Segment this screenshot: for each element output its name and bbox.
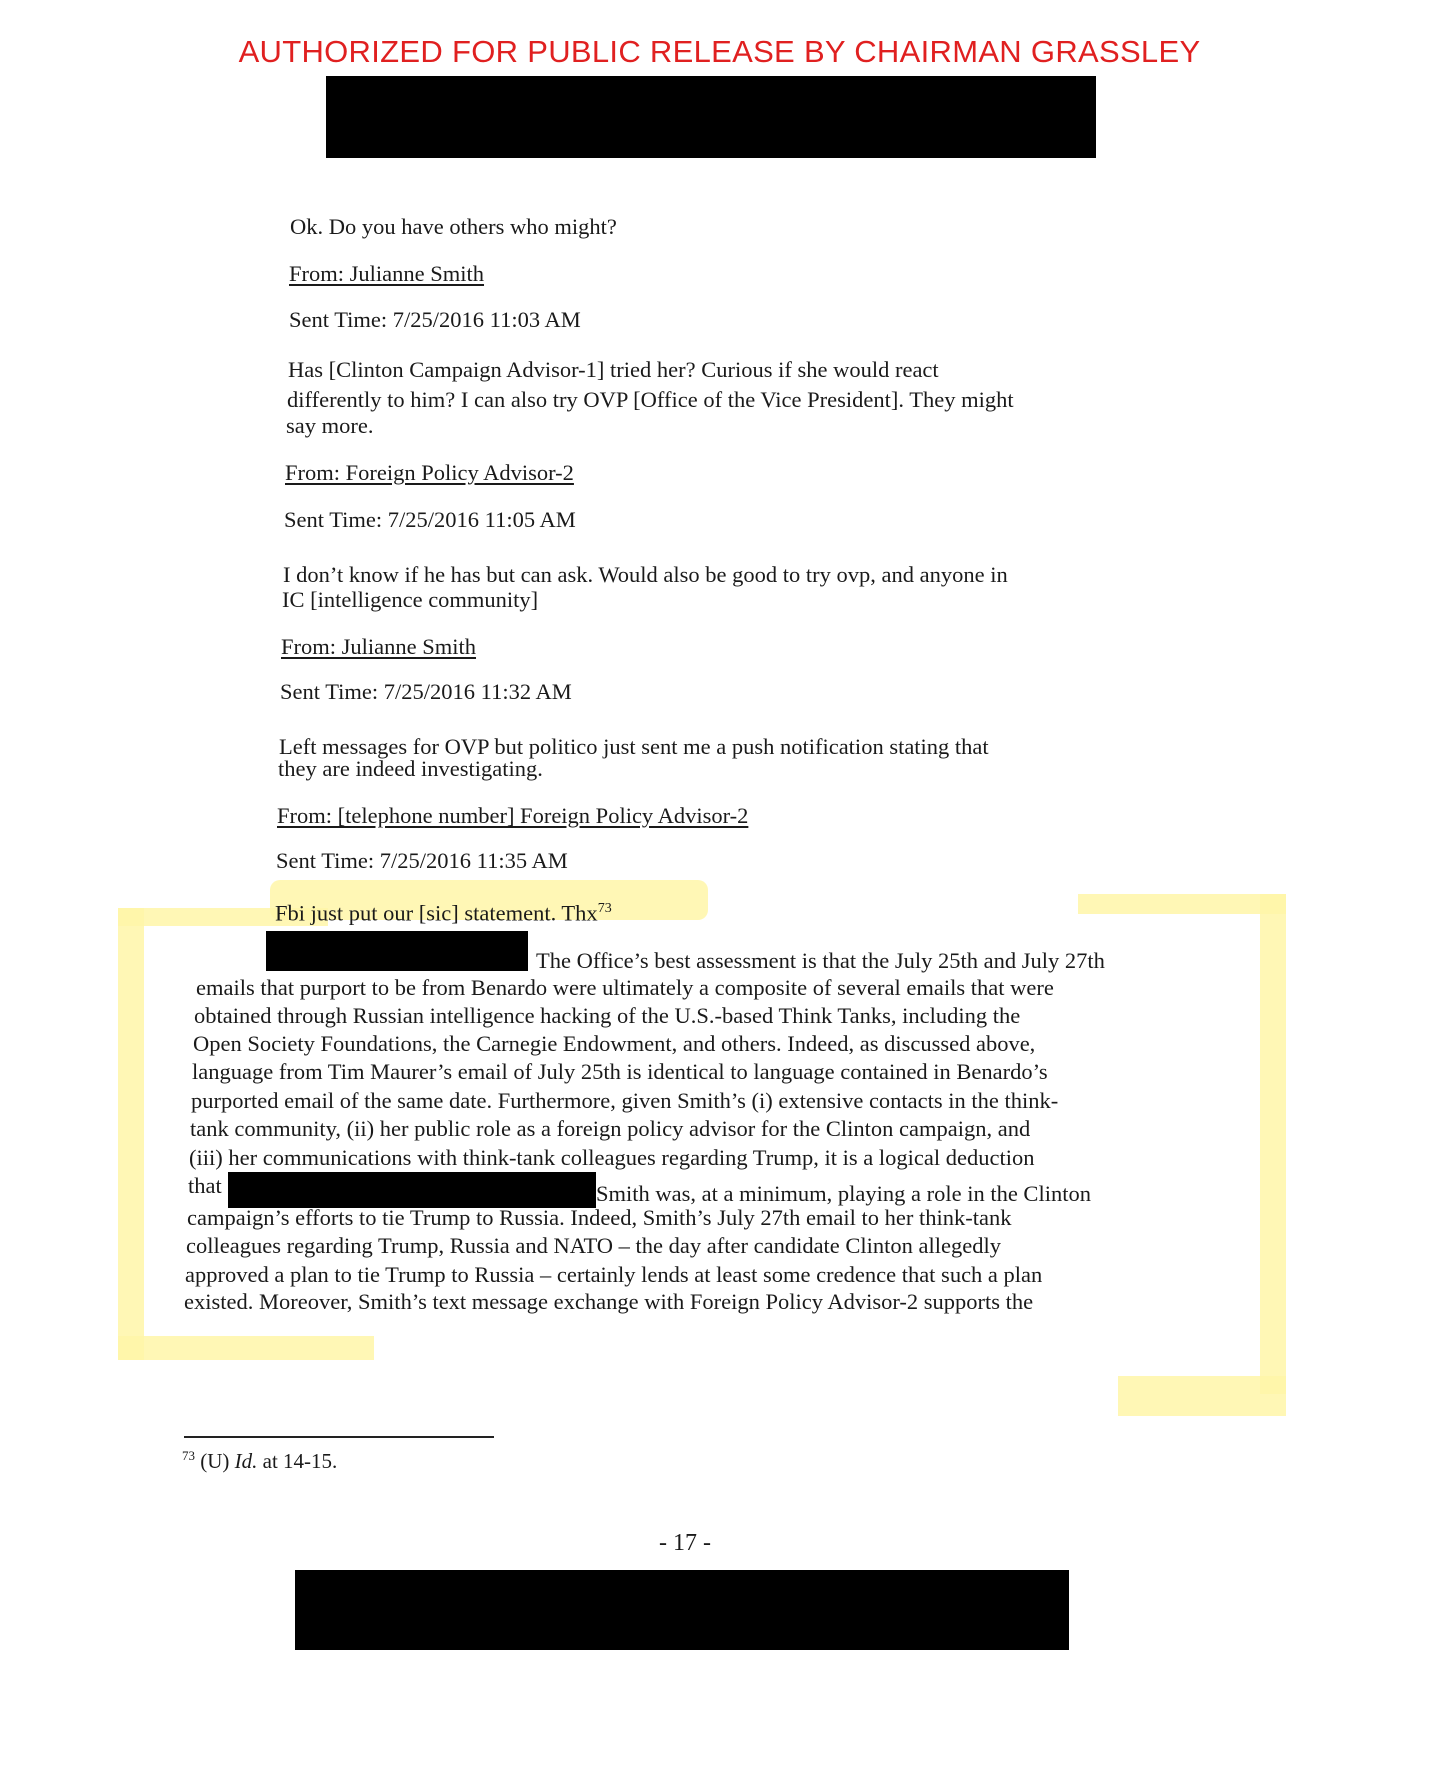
highlight-bracket-left-vertical [118, 908, 144, 1360]
message-body: Ok. Do you have others who might? [290, 214, 617, 239]
highlight-bracket-right-bottom [1118, 1376, 1286, 1416]
message-sent-time: Sent Time: 7/25/2016 11:05 AM [284, 507, 576, 532]
assessment-line: tank community, (ii) her public role as a foreign policy advisor for the Clinton campaign, and [190, 1116, 1031, 1141]
message-sent-time: Sent Time: 7/25/2016 11:35 AM [276, 848, 568, 873]
assessment-line: purported email of the same date. Furthermore, given Smith’s (i) extensive contacts in the think- [191, 1088, 1059, 1113]
message-body-line: differently to him? I can also try OVP [Office of the Vice President]. They might [287, 387, 1014, 412]
highlight-bracket-left-bottom [118, 1336, 374, 1360]
message-from: From: Julianne Smith [289, 261, 485, 286]
assessment-line: obtained through Russian intelligence hacking of the U.S.-based Think Tanks, including the [194, 1003, 1021, 1028]
assessment-line: existed. Moreover, Smith’s text message exchange with Foreign Policy Advisor-2 supports the [184, 1289, 1034, 1314]
assessment-line: colleagues regarding Trump, Russia and NATO – the day after candidate Clinton allegedly [186, 1233, 1002, 1258]
message-body-line: Left messages for OVP but politico just sent me a push notification stating that [279, 734, 989, 759]
footnote-reference: 73 [597, 901, 612, 916]
message-body-line: they are indeed investigating. [278, 756, 543, 781]
redaction-top [326, 76, 1096, 158]
footnote-prefix: (U) [200, 1449, 235, 1473]
message-body-text: Fbi just put our [sic] statement. Thx [275, 900, 598, 926]
footnote-text: at 14-15. [257, 1449, 338, 1473]
assessment-line: (iii) her communications with think-tank colleagues regarding Trump, it is a logical deduction [189, 1145, 1035, 1170]
redaction-assessment-lead [266, 931, 528, 971]
assessment-line: The Office’s best assessment is that the July 25th and July 27th [536, 948, 1105, 973]
assessment-line: language from Tim Maurer’s email of July 25th is identical to language contained in Benardo’s [192, 1059, 1048, 1084]
assessment-line: emails that purport to be from Benardo were ultimately a composite of several emails that were [196, 975, 1054, 1000]
assessment-line: Open Society Foundations, the Carnegie Endowment, and others. Indeed, as discussed above, [193, 1031, 1036, 1056]
assessment-line: Smith was, at a minimum, playing a role in the Clinton [596, 1181, 1091, 1206]
footnote-citation: Id. [234, 1449, 258, 1473]
footnote [182, 1448, 337, 1474]
message-body-line: I don’t know if he has but can ask. Would also be good to try ovp, and anyone in [283, 562, 1008, 587]
message-sent-time: Sent Time: 7/25/2016 11:32 AM [280, 679, 572, 704]
message-from: From: Julianne Smith [281, 634, 477, 659]
message-body-line: IC [intelligence community] [282, 587, 539, 612]
message-body [275, 895, 612, 927]
message-from: From: Foreign Policy Advisor-2 [285, 460, 574, 485]
message-body-line: Has [Clinton Campaign Advisor-1] tried her? Curious if she would react [288, 357, 939, 382]
footnote-number: 73 [182, 1448, 195, 1463]
release-notice: AUTHORIZED FOR PUBLIC RELEASE BY CHAIRMAN GRASSLEY [238, 34, 1201, 69]
redaction-assessment-inline [228, 1172, 596, 1208]
message-sent-time: Sent Time: 7/25/2016 11:03 AM [289, 307, 581, 332]
message-body-line: say more. [286, 413, 374, 438]
footnote-divider [184, 1436, 494, 1438]
assessment-line: campaign’s efforts to tie Trump to Russia. Indeed, Smith’s July 27th email to her think-tank [187, 1205, 1012, 1230]
page-number: - 17 - [659, 1530, 711, 1556]
highlight-bracket-right-vertical [1260, 894, 1286, 1394]
assessment-line-prefix: that [188, 1173, 222, 1198]
assessment-line: approved a plan to tie Trump to Russia – certainly lends at least some credence that such a plan [185, 1262, 1043, 1287]
highlight-bracket-right-top [1078, 894, 1286, 914]
redaction-bottom [295, 1570, 1069, 1650]
message-from: From: [telephone number] Foreign Policy Advisor-2 [277, 803, 749, 828]
